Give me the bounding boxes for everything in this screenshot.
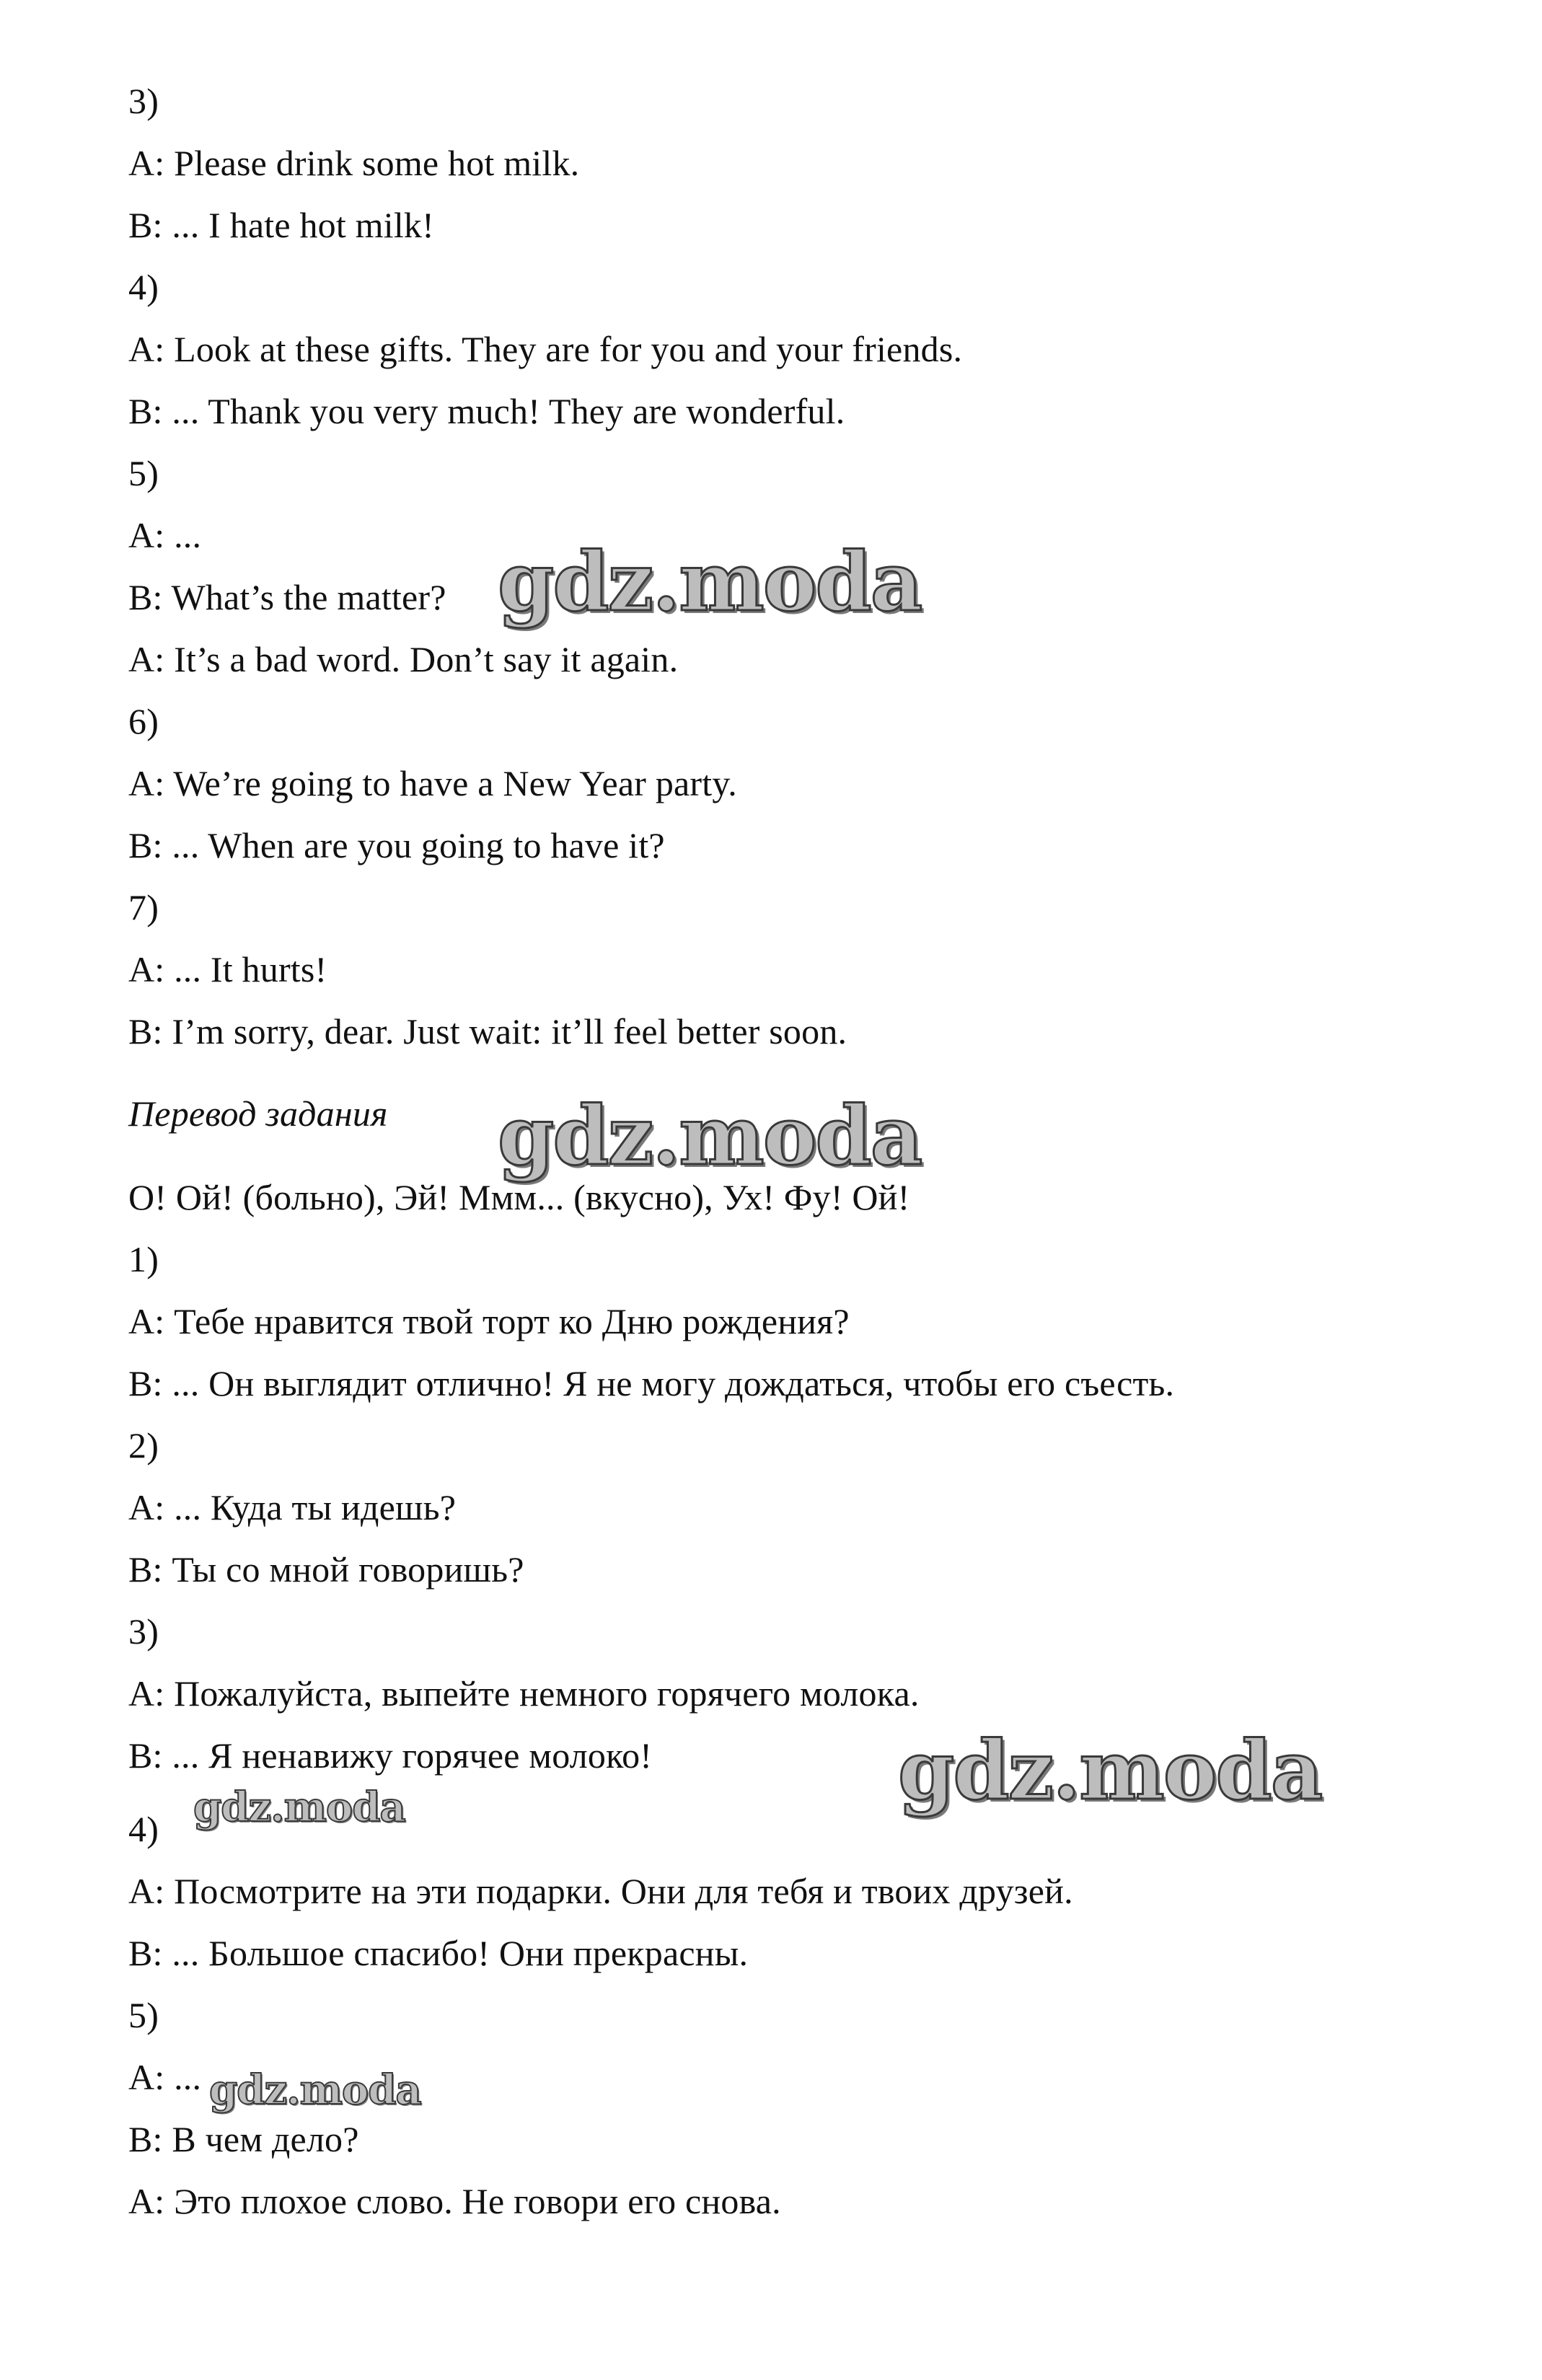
dialogue-line: B: I’m sorry, dear. Just wait: it’ll feel better soon. (128, 1011, 847, 1052)
item-number: 5) (128, 453, 159, 493)
item-number: 4) (128, 267, 159, 307)
dialogue-line: B: ... When are you going to have it? (128, 825, 665, 865)
watermark-logo: gdz.moda (498, 1089, 922, 1184)
dialogue-line: A: We’re going to have a New Year party. (128, 763, 738, 803)
dialogue-line: A: ... Куда ты идешь? (128, 1487, 457, 1528)
item-number: 7) (128, 887, 159, 927)
interjections-line: О! Ой! (больно), Эй! Ммм... (вкусно), Ух! Фу! Ой! (128, 1177, 910, 1217)
dialogue-line: A: ... (128, 2057, 202, 2097)
dialogue-line: B: В чем дело? (128, 2119, 359, 2159)
item-number: 2) (128, 1425, 159, 1466)
dialogue-line: A: Посмотрите на эти подарки. Они для тебя и твоих друзей. (128, 1871, 1073, 1911)
item-number: 6) (128, 701, 159, 741)
watermark-logo: gdz.moda (898, 1724, 1322, 1818)
dialogue-line: B: ... I hate hot milk! (128, 205, 434, 245)
dialogue-line: A: Тебе нравится твой торт ко Дню рождения? (128, 1301, 850, 1341)
dialogue-line: A: Пожалуйста, выпейте немного горячего молока. (128, 1673, 920, 1714)
item-number: 5) (128, 1995, 159, 2035)
dialogue-line: A: Please drink some hot milk. (128, 143, 580, 183)
item-number: 1) (128, 1239, 159, 1279)
watermark-logo: gdz.moda (193, 1784, 405, 1831)
dialogue-line: A: It’s a bad word. Don’t say it again. (128, 639, 679, 679)
watermark-logo: gdz.moda (209, 2066, 421, 2114)
item-number: 3) (128, 81, 159, 121)
dialogue-line: A: Это плохое слово. Не говори его снова. (128, 2181, 781, 2221)
dialogue-line: A: ... It hurts! (128, 949, 327, 990)
dialogue-line: A: ... (128, 515, 202, 555)
dialogue-line: B: What’s the matter? (128, 577, 446, 617)
dialogue-line: B: Ты со мной говоришь? (128, 1549, 524, 1590)
section-heading: Перевод задания (128, 1093, 388, 1134)
dialogue-line: B: ... Он выглядит отлично! Я не могу дождаться, чтобы его съесть. (128, 1363, 1175, 1403)
item-number: 4) (128, 1809, 159, 1849)
watermark-logo: gdz.moda (498, 535, 922, 630)
item-number: 3) (128, 1611, 159, 1652)
dialogue-line: B: ... Я ненавижу горячее молоко! (128, 1735, 653, 1776)
dialogue-line: A: Look at these gifts. They are for you and your friends. (128, 329, 963, 369)
dialogue-line: B: ... Большое спасибо! Они прекрасны. (128, 1933, 749, 1973)
dialogue-line: B: ... Thank you very much! They are wonderful. (128, 391, 845, 431)
